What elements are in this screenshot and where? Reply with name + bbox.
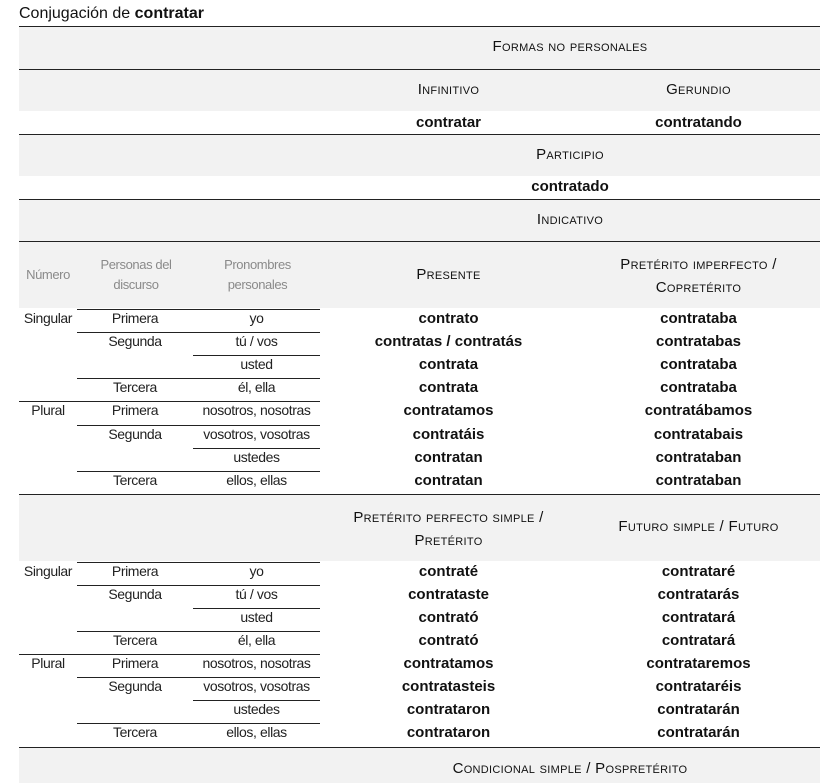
pronombre-cell: usted xyxy=(240,356,273,372)
conjugation-cell: contrataba xyxy=(660,310,737,327)
table-caption xyxy=(19,5,204,23)
infinitivo-value: contratar xyxy=(415,114,482,131)
col-imperfecto: Pretérito imperfecto / Copretérito xyxy=(620,256,777,296)
caption-prefix: Conjugación de xyxy=(19,5,131,22)
conjugation-cell: contrata xyxy=(418,379,479,396)
gerundio-label: Gerundio xyxy=(666,81,731,98)
rule xyxy=(19,494,820,495)
row-rule xyxy=(77,562,320,563)
infinitivo-label: Infinitivo xyxy=(417,81,480,98)
numero-cell: Plural xyxy=(31,655,65,671)
persona-cell: Primera xyxy=(111,310,159,326)
condicional-title: Condicional simple / Pospretérito xyxy=(452,760,688,777)
row-rule xyxy=(193,608,320,609)
caption-verb: contratar xyxy=(134,5,205,22)
pronombre-cell: ustedes xyxy=(233,449,280,465)
conjugation-cell: contrataba xyxy=(660,379,737,396)
pronombre-cell: nosotros, nosotras xyxy=(202,402,311,418)
conjugation-cell: contrató xyxy=(418,609,479,626)
row-rule xyxy=(77,723,320,724)
conjugation-cell: contrataremos xyxy=(646,655,751,672)
row-rule xyxy=(77,425,320,426)
persona-cell: Segunda xyxy=(108,426,162,442)
conjugation-cell: contrataba xyxy=(660,356,737,373)
pronombre-cell: usted xyxy=(240,609,273,625)
row-rule xyxy=(77,471,320,472)
indicativo-title: Indicativo xyxy=(536,211,604,228)
pronombre-cell: ellos, ellas xyxy=(226,472,287,488)
rule xyxy=(19,747,820,748)
numero-cell: Singular xyxy=(23,310,73,326)
conjugation-cell: contratamos xyxy=(403,655,494,672)
gerundio-value: contratando xyxy=(655,114,742,131)
pronombre-cell: tú / vos xyxy=(235,333,278,349)
row-rule xyxy=(193,355,320,356)
row-rule xyxy=(193,700,320,701)
conjugation-cell: contrato xyxy=(418,310,479,327)
row-rule xyxy=(77,585,320,586)
row-rule xyxy=(77,332,320,333)
participio-label: Participio xyxy=(536,146,604,163)
rule xyxy=(19,69,820,70)
pronombre-cell: ustedes xyxy=(233,701,280,717)
conjugation-cell: contratan xyxy=(414,449,483,466)
conjugation-cell: contrataréis xyxy=(655,678,742,695)
pronombre-cell: vosotros, vosotras xyxy=(203,678,310,694)
numero-cell: Plural xyxy=(31,402,65,418)
persona-cell: Tercera xyxy=(113,632,157,648)
rule-top xyxy=(19,26,820,27)
row-rule xyxy=(77,309,320,310)
conjugation-cell: contratará xyxy=(661,632,736,649)
persona-cell: Segunda xyxy=(108,586,162,602)
conjugation-cell: contratábamos xyxy=(644,402,753,419)
conjugation-cell: contratamos xyxy=(403,402,494,419)
pronombre-cell: él, ella xyxy=(237,379,276,395)
col-futuro: Futuro simple / Futuro xyxy=(618,518,779,535)
persona-cell: Primera xyxy=(111,563,159,579)
conjugation-cell: contratarán xyxy=(657,724,740,741)
row-rule xyxy=(77,677,320,678)
rule xyxy=(19,199,820,200)
conjugation-cell: contratabas xyxy=(655,333,742,350)
conjugation-cell: contratan xyxy=(414,472,483,489)
conjugation-cell: contrataste xyxy=(408,586,489,603)
row-rule xyxy=(19,401,320,402)
pronombre-cell: ellos, ellas xyxy=(226,724,287,740)
col-presente: Presente xyxy=(416,266,481,283)
row-rule xyxy=(77,378,320,379)
persona-cell: Segunda xyxy=(108,678,162,694)
conjugation-cell: contrata xyxy=(418,356,479,373)
conjugation-cell: contratáis xyxy=(412,426,485,443)
row-rule xyxy=(19,654,320,655)
pronombre-cell: yo xyxy=(249,310,264,326)
persona-cell: Primera xyxy=(111,655,159,671)
col-perfecto: Pretérito perfecto simple / Pretérito xyxy=(353,509,544,549)
persona-cell: Tercera xyxy=(113,472,157,488)
persona-cell: Tercera xyxy=(113,379,157,395)
formas-title: Formas no personales xyxy=(492,38,648,55)
conjugation-cell: contratarán xyxy=(657,701,740,718)
conjugation-cell: contrataban xyxy=(655,449,742,466)
pronombre-cell: él, ella xyxy=(237,632,276,648)
conjugation-cell: contratará xyxy=(661,609,736,626)
row-rule xyxy=(77,631,320,632)
pronombre-cell: nosotros, nosotras xyxy=(202,655,311,671)
col-pronombres: Pronombres personales xyxy=(224,257,291,292)
conjugation-cell: contrataban xyxy=(655,472,742,489)
conjugation-cell: contrataré xyxy=(661,563,736,580)
conjugation-cell: contratasteis xyxy=(401,678,496,695)
persona-cell: Tercera xyxy=(113,724,157,740)
conjugation-cell: contrató xyxy=(418,632,479,649)
persona-cell: Primera xyxy=(111,402,159,418)
persona-cell: Segunda xyxy=(108,333,162,349)
rule xyxy=(19,241,820,242)
col-numero: Número xyxy=(26,267,70,282)
participio-value: contratado xyxy=(531,178,609,195)
numero-cell: Singular xyxy=(23,563,73,579)
pronombre-cell: tú / vos xyxy=(235,586,278,602)
conjugation-cell: contraté xyxy=(418,563,479,580)
conjugation-cell: contratabais xyxy=(653,426,744,443)
col-personas: Personas del discurso xyxy=(100,257,172,292)
pronombre-cell: vosotros, vosotras xyxy=(203,426,310,442)
row-rule xyxy=(193,448,320,449)
conjugation-cell: contratas / contratás xyxy=(374,333,523,350)
pronombre-cell: yo xyxy=(249,563,264,579)
conjugation-cell: contratarás xyxy=(657,586,740,603)
conjugation-cell: contrataron xyxy=(406,724,491,741)
rule xyxy=(19,134,820,135)
conjugation-cell: contrataron xyxy=(406,701,491,718)
